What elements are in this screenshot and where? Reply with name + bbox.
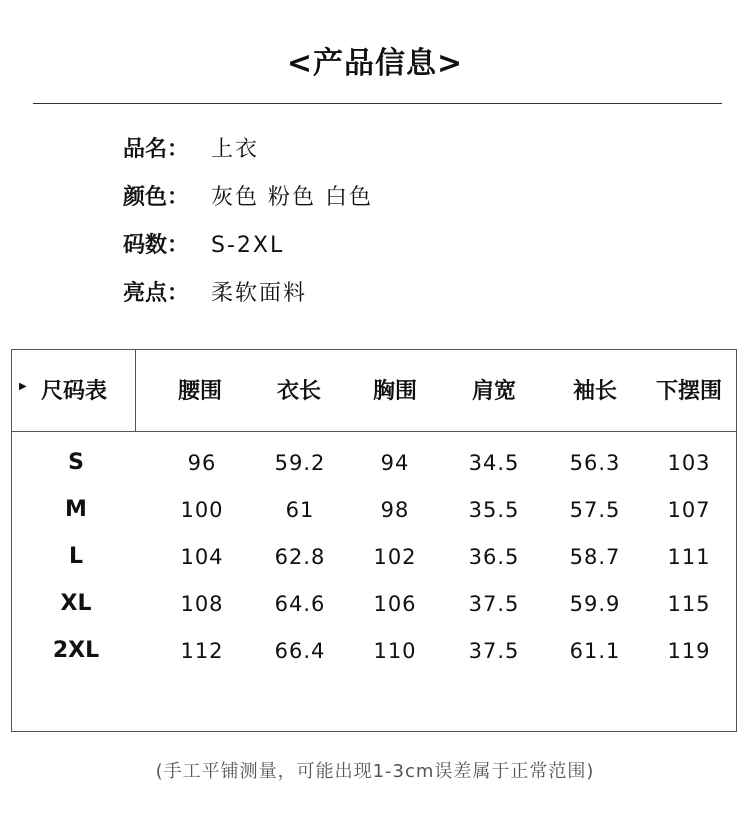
- size-label: 2XL: [52, 638, 100, 663]
- table-cell: 56.3: [569, 451, 621, 475]
- column-header: 衣长: [276, 379, 321, 404]
- table-cell: 112: [180, 639, 224, 663]
- size-label: L: [68, 544, 84, 569]
- info-row-name: [123, 128, 373, 176]
- info-value: 灰色 粉色 白色: [211, 185, 373, 210]
- info-value: S-2XL: [211, 233, 285, 258]
- table-row: [12, 495, 736, 542]
- table-cell: 106: [373, 592, 417, 616]
- size-label: S: [68, 450, 84, 475]
- table-row: [12, 542, 736, 589]
- table-cell: 103: [667, 451, 711, 475]
- info-row-size-range: [123, 224, 373, 272]
- table-cell: 110: [373, 639, 417, 663]
- column-header: 肩宽: [471, 379, 516, 404]
- table-row: [12, 448, 736, 495]
- table-cell: 104: [180, 545, 224, 569]
- table-cell: 58.7: [569, 545, 621, 569]
- triangle-right-icon: ▶: [19, 381, 27, 392]
- title-divider: [33, 103, 722, 104]
- column-header: 下摆围: [655, 379, 722, 404]
- table-cell: 108: [180, 592, 224, 616]
- size-label: XL: [60, 591, 92, 616]
- table-corner-cell: [12, 350, 136, 431]
- product-info: [123, 128, 373, 320]
- table-row: [12, 636, 736, 683]
- table-cell: 119: [667, 639, 711, 663]
- table-cell: 34.5: [468, 451, 520, 475]
- column-header: 胸围: [372, 379, 417, 404]
- table-cell: 59.2: [274, 451, 326, 475]
- column-header: 袖长: [572, 379, 617, 404]
- table-cell: 98: [380, 498, 410, 522]
- size-chart-label: 尺码表: [41, 379, 108, 404]
- table-cell: 37.5: [468, 592, 520, 616]
- size-label: M: [65, 497, 87, 522]
- table-cell: 107: [667, 498, 711, 522]
- table-cell: 102: [373, 545, 417, 569]
- table-cell: 61: [285, 498, 315, 522]
- info-label: 颜色：: [123, 185, 190, 210]
- info-row-color: [123, 176, 373, 224]
- table-header: [12, 350, 736, 432]
- info-label: 亮点：: [123, 281, 190, 306]
- table-cell: 96: [187, 451, 217, 475]
- size-chart-table: [11, 349, 737, 732]
- column-header: 腰围: [177, 379, 222, 404]
- measurement-note: (手工平铺测量，可能出现1-3cm误差属于正常范围): [155, 761, 595, 782]
- table-cell: 100: [180, 498, 224, 522]
- info-label: 品名：: [123, 137, 190, 162]
- table-cell: 62.8: [274, 545, 326, 569]
- table-cell: 36.5: [468, 545, 520, 569]
- info-value: 上衣: [211, 137, 260, 162]
- table-cell: 64.6: [274, 592, 326, 616]
- info-value: 柔软面料: [211, 281, 308, 306]
- table-cell: 94: [380, 451, 410, 475]
- page-title: <产品信息>: [286, 46, 464, 81]
- info-row-highlight: [123, 272, 373, 320]
- table-cell: 35.5: [468, 498, 520, 522]
- table-cell: 61.1: [569, 639, 621, 663]
- table-row: [12, 589, 736, 636]
- info-label: 码数：: [123, 233, 190, 258]
- table-cell: 37.5: [468, 639, 520, 663]
- table-cell: 66.4: [274, 639, 326, 663]
- table-cell: 115: [667, 592, 711, 616]
- table-cell: 111: [667, 545, 711, 569]
- table-cell: 57.5: [569, 498, 621, 522]
- table-cell: 59.9: [569, 592, 621, 616]
